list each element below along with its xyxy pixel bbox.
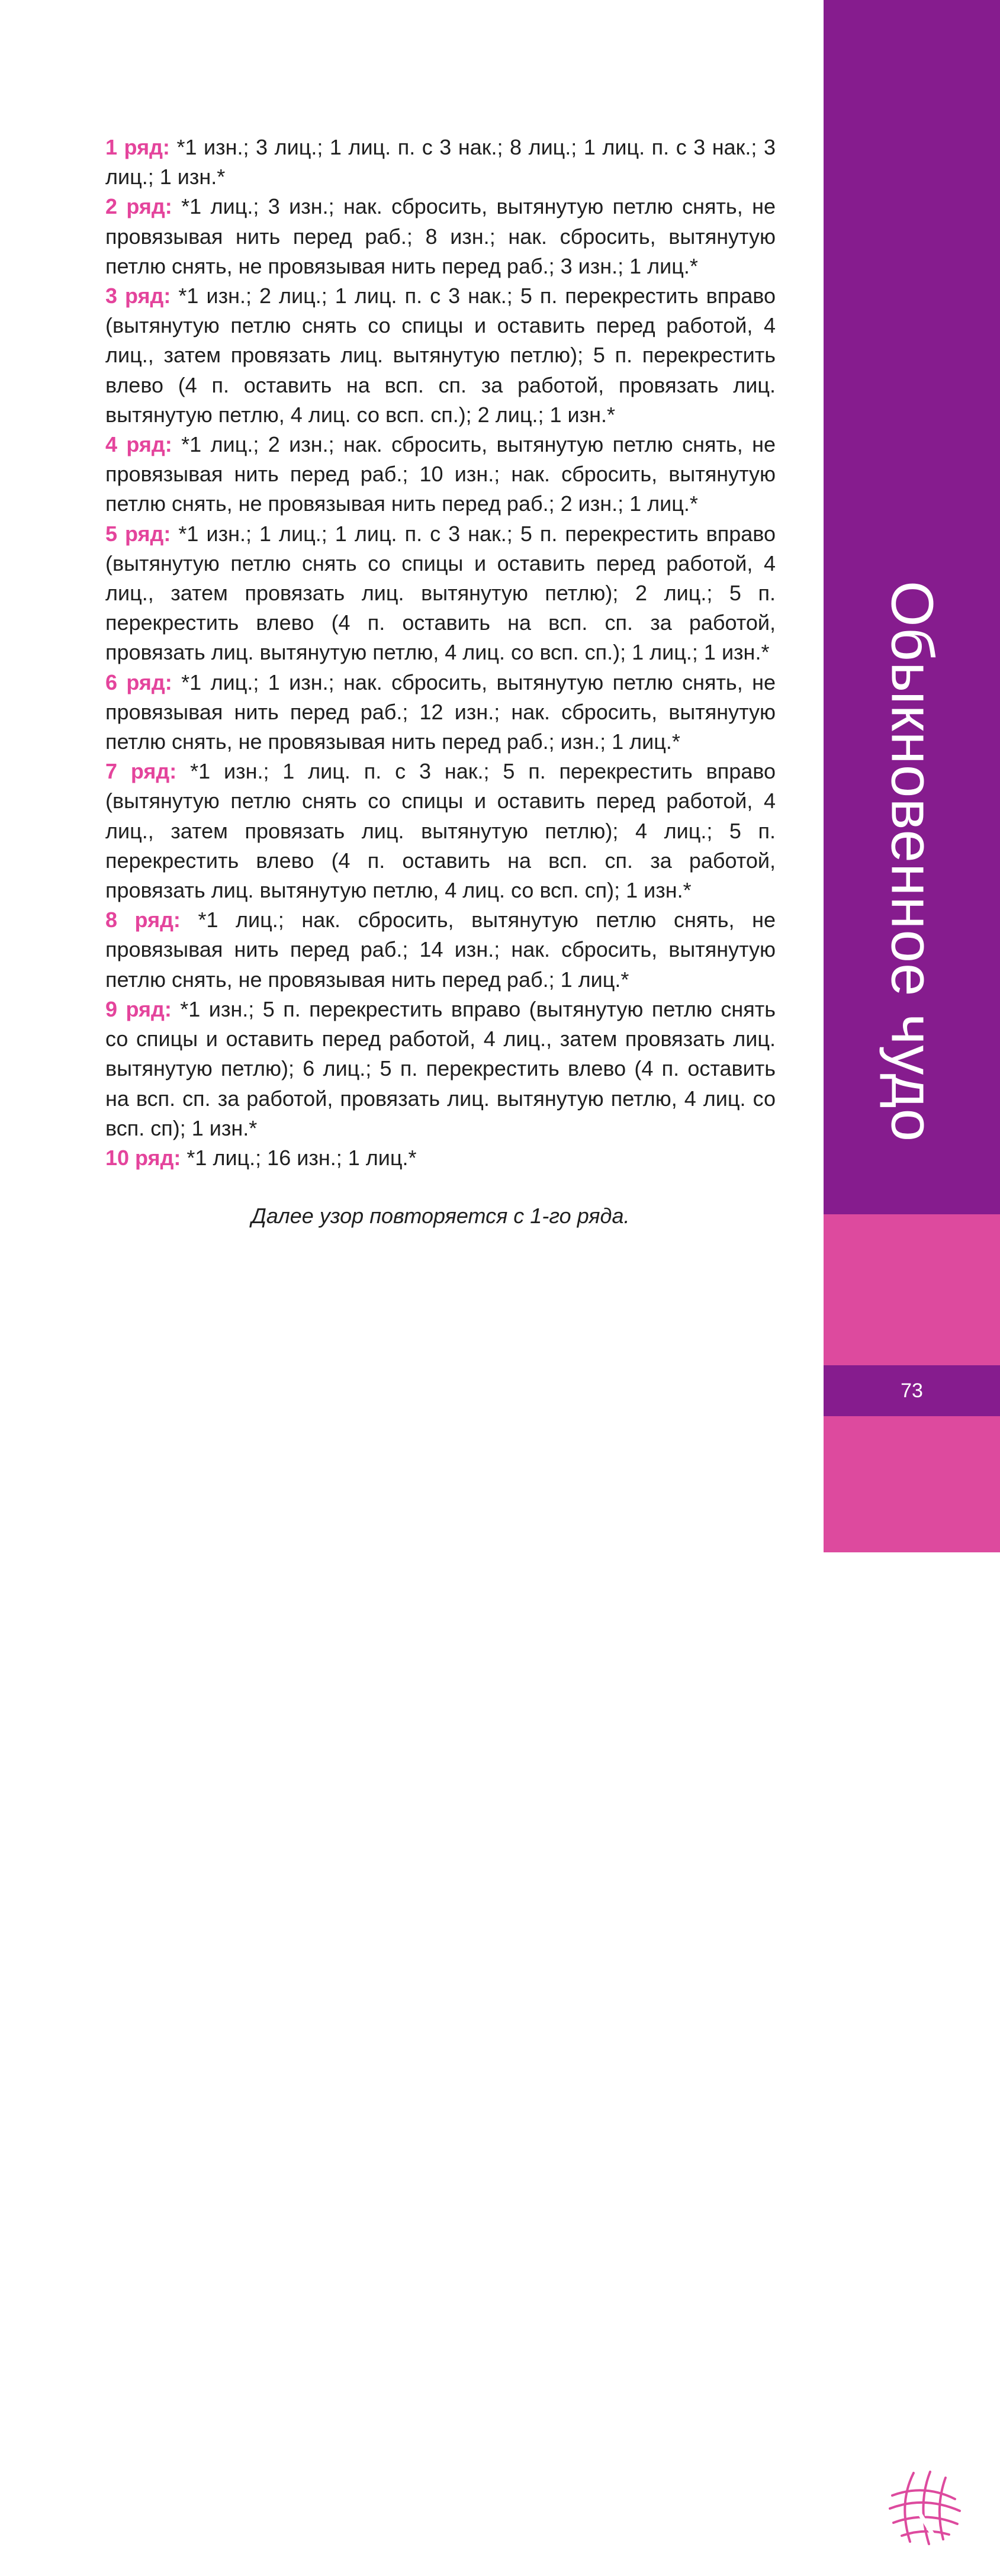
row-label: 2 ряд: — [105, 194, 172, 219]
pattern-row — [105, 430, 776, 519]
pattern-instructions — [105, 133, 776, 1231]
section-sidebar — [824, 0, 1000, 1552]
sidebar-icon-band — [824, 1214, 1000, 1365]
row-label: 3 ряд: — [105, 284, 171, 308]
row-text: *1 изн.; 5 п. перекрестить вправо (вытянутую петлю снять со спицы и оставить перед работой, 4 лиц., затем провязать лиц. вытянутую петлю); 6 лиц.; 5 п. перекрестить влево (4 п. оставить на всп. сп. за работой, провязать лиц. вытянутую петлю, 4 лиц. со всп. сп); 1 изн.* — [105, 996, 776, 1140]
page-number-band — [824, 1365, 1000, 1416]
row-label: 7 ряд: — [105, 759, 177, 784]
pattern-row — [105, 995, 776, 1143]
pattern-row — [105, 1143, 776, 1173]
row-text: *1 лиц.; 1 изн.; нак. сбросить, вытянутую петлю снять, не провязывая нить перед раб.; 12 изн.; нак. сбросить, вытянутую петлю снять, не провязывая нить перед раб.; изн.; 1 лиц.* — [105, 670, 776, 754]
row-label: 1 ряд: — [105, 135, 170, 159]
row-text: *1 лиц.; 3 изн.; нак. сбросить, вытянутую петлю снять, не провязывая нить перед раб.; 8 изн.; нак. сбросить, вытянутую петлю снять, не провязывая нить перед раб.; 3 изн.; 1 лиц.* — [105, 194, 776, 278]
row-text: *1 лиц.; 2 изн.; нак. сбросить, вытянутую петлю снять, не провязывая нить перед раб.; 10 изн.; нак. сбросить, вытянутую петлю снять, не провязывая нить перед раб.; 2 изн.; 1 лиц.* — [105, 432, 776, 516]
row-text: *1 изн.; 1 лиц.; 1 лиц. п. с 3 нак.; 5 п. перекрестить вправо (вытянутую петлю снять со спицы и оставить перед работой, 4 лиц., затем провязать лиц. вытянутую петлю); 2 лиц.; 5 п. перекрестить влево (4 п. оставить на всп. сп. за работой, провязать лиц. вытянутую петлю, 4 лиц. со всп. сп.); 1 лиц.; 1 изн.* — [105, 521, 776, 665]
row-label: 9 ряд: — [105, 996, 172, 1021]
row-list — [105, 133, 776, 1173]
row-text: *1 лиц.; нак. сбросить, вытянутую петлю снять, не провязывая нить перед раб.; 14 изн.; нак. сбросить, вытянутую петлю снять, не провязывая нить перед раб.; 1 лиц.* — [105, 908, 776, 992]
row-text: *1 изн.; 3 лиц.; 1 лиц. п. с 3 нак.; 8 лиц.; 1 лиц. п. с 3 нак.; 3 лиц.; 1 изн.* — [105, 135, 776, 189]
pattern-row — [105, 519, 776, 668]
row-label: 4 ряд: — [105, 432, 172, 457]
pattern-row — [105, 757, 776, 905]
pattern-row — [105, 281, 776, 430]
row-label: 10 ряд: — [105, 1145, 181, 1170]
pattern-row — [105, 192, 776, 281]
sidebar-title-band — [824, 0, 1000, 1214]
yarn-ball-with-crochet-hook-icon — [835, 2434, 989, 2576]
row-label: 6 ряд: — [105, 670, 172, 694]
section-title: Обыкновенное чудо — [879, 580, 946, 1143]
pattern-row — [105, 133, 776, 192]
row-label: 5 ряд: — [105, 521, 171, 546]
repeat-note: Далее узор повторяется с 1-го ряда. — [251, 1204, 630, 1228]
pattern-row — [105, 668, 776, 757]
sidebar-bottom-band — [824, 1416, 1000, 1552]
row-text: *1 лиц.; 16 изн.; 1 лиц.* — [181, 1145, 417, 1170]
row-text: *1 изн.; 1 лиц. п. с 3 нак.; 5 п. перекрестить вправо (вытянутую петлю снять со спицы и оставить перед работой, 4 лиц., затем провязать лиц. вытянутую петлю); 4 лиц.; 5 п. перекрестить влево (4 п. оставить на всп. сп. за работой, провязать лиц. вытянутую петлю, 4 лиц. со всп. сп); 1 изн.* — [105, 759, 776, 903]
page-number: 73 — [901, 1379, 923, 1402]
row-text: *1 изн.; 2 лиц.; 1 лиц. п. с 3 нак.; 5 п. перекрестить вправо (вытянутую петлю снять со спицы и оставить перед работой, 4 лиц., затем провязать лиц. вытянутую петлю); 5 п. перекрестить влево (4 п. оставить на всп. сп. за работой, провязать лиц. вытянутую петлю, 4 лиц. со всп. сп.); 2 лиц.; 1 изн.* — [105, 284, 776, 427]
pattern-row — [105, 905, 776, 995]
row-label: 8 ряд: — [105, 908, 181, 932]
